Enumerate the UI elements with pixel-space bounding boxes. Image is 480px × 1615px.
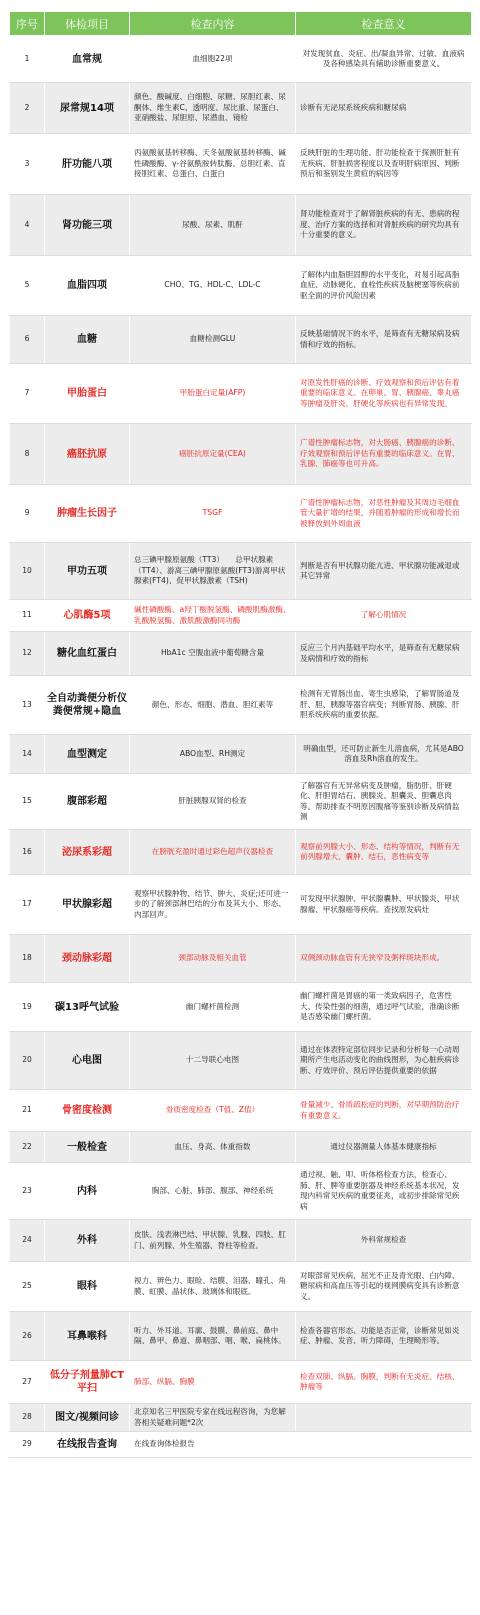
item-name: 糖化血红蛋白 — [45, 632, 130, 676]
item-content: 幽门螺杆菌检测 — [130, 983, 296, 1032]
table-row — [10, 935, 472, 983]
row-number: 27 — [10, 1361, 45, 1404]
item-content: 血压、身高、体重指数 — [130, 1132, 296, 1163]
item-meaning: 幽门螺杆菌是胃癌的第一类致病因子，危害性大、传染性强的细菌，通过呼气试验，准确诊断是否感染幽门螺杆菌。 — [296, 983, 472, 1032]
table-row — [10, 983, 472, 1032]
row-number: 17 — [10, 875, 45, 935]
item-meaning — [296, 1404, 472, 1432]
item-name: 外科 — [45, 1220, 130, 1262]
table-row — [10, 1132, 472, 1163]
row-number: 16 — [10, 830, 45, 875]
row-number: 2 — [10, 83, 45, 134]
item-meaning: 肾功能检查对于了解肾脏疾病的有无、患病的程度、治疗方案的选择和对肾脏疾病的研究均具有十分重要的意义。 — [296, 195, 472, 256]
item-content: 血糖检测GLU — [130, 316, 296, 364]
row-number: 24 — [10, 1220, 45, 1262]
table-row — [10, 1361, 472, 1404]
item-meaning: 了解体内血脂胆固醇的水平变化，对易引起高脂血症、动脉硬化、血栓性疾病及脑梗塞等疾病前驱全面的评价风险因素 — [296, 256, 472, 316]
row-number: 19 — [10, 983, 45, 1032]
table-row — [10, 424, 472, 485]
header-content: 检查内容 — [130, 12, 296, 36]
item-content: 丙氨酸氨基转移酶、天冬氨酸氨基转移酶、碱性磷酸酶、γ-谷氨酰胺转肽酶、总胆红素、直接胆红素、总蛋白、白蛋白 — [130, 134, 296, 195]
table-row — [10, 875, 472, 935]
item-name: 肾功能三项 — [45, 195, 130, 256]
item-content: 皮肤、浅表淋巴结、甲状腺、乳腺、四肢、肛门、前列腺、外生殖器、脊柱等检查。 — [130, 1220, 296, 1262]
item-name: 骨密度检测 — [45, 1090, 130, 1132]
item-content: 视力、辨色力、眼睑、结膜、泪器、瞳孔、角膜、虹膜、晶状体、玻璃体和眼底。 — [130, 1262, 296, 1312]
table-body — [10, 36, 472, 1458]
item-name: 心肌酶5项 — [45, 600, 130, 632]
item-meaning: 广谱性肿瘤标志物，对大肠癌、胰腺癌的诊断、疗效观察和预后评估有重要的临床意义。在胃、乳腺、肺癌等也可升高。 — [296, 424, 472, 485]
item-meaning: 诊断有无泌尿系统疾病和糖尿病 — [296, 83, 472, 134]
item-name: 肝功能八项 — [45, 134, 130, 195]
item-meaning: 反映基础情况下的水平，是筛查有无糖尿病及病情和疗效的指标。 — [296, 316, 472, 364]
item-name: 全自动粪便分析仪粪便常规+隐血 — [45, 676, 130, 735]
item-meaning: 对眼部常见疾病，屈光不正及青光眼、白内障、糖尿病和高血压等引起的视网膜病变具有诊断意义。 — [296, 1262, 472, 1312]
item-meaning: 通过仪器测量人体基本健康指标 — [296, 1132, 472, 1163]
item-meaning: 检查各器官形态、功能是否正常，诊断常见如炎症、肿瘤、发音、听力障碍，生理畸形等。 — [296, 1312, 472, 1361]
item-name: 耳鼻喉科 — [45, 1312, 130, 1361]
item-content: 血细胞22项 — [130, 36, 296, 83]
table-row — [10, 485, 472, 543]
item-content: 肝脏胰腺双肾的检查 — [130, 774, 296, 830]
table-row — [10, 1032, 472, 1090]
item-meaning: 明确血型，还可防止新生儿溶血病，尤其是ABO溶血及Rh溶血的发生。 — [296, 735, 472, 774]
table-row — [10, 830, 472, 875]
row-number: 28 — [10, 1404, 45, 1432]
item-content: 颜色、形态、细胞、潜血、胆红素等 — [130, 676, 296, 735]
item-meaning: 对发现贫血、炎症、出/凝血异常、过敏、血液病及各种感染具有辅助诊断重要意义。 — [296, 36, 472, 83]
row-number: 18 — [10, 935, 45, 983]
table-row — [10, 316, 472, 364]
item-content: 在线查询体检报告 — [130, 1432, 296, 1458]
item-name: 颈动脉彩超 — [45, 935, 130, 983]
item-name: 血常规 — [45, 36, 130, 83]
item-meaning: 了解心肌情况 — [296, 600, 472, 632]
row-number: 1 — [10, 36, 45, 83]
item-content: 肺部、纵膈、胸膜 — [130, 1361, 296, 1404]
item-meaning: 反映肝脏的生理功能、肝功能检查于探测肝脏有无疾病、肝脏损害程度以及查明肝病原因、判断预后和鉴别发生黄疸的病因等 — [296, 134, 472, 195]
table-row — [10, 1220, 472, 1262]
header-num: 序号 — [10, 12, 45, 36]
item-meaning: 判断是否有甲状腺功能亢进、甲状腺功能减退或其它异常 — [296, 543, 472, 600]
item-name: 在线报告查询 — [45, 1432, 130, 1458]
item-meaning: 广谱性肿瘤标志物，对恶性肿瘤及其周边毛细血管大量扩增的结果，并随着肿瘤的形成和增长而被释放到外周血液 — [296, 485, 472, 543]
table-row — [10, 256, 472, 316]
item-content: 癌胚抗原定量(CEA) — [130, 424, 296, 485]
header-item: 体检项目 — [45, 12, 130, 36]
item-name: 癌胚抗原 — [45, 424, 130, 485]
item-meaning: 通过视、触、叩、听体格检查方法，检查心、肺、肝、脾等重要脏器及神经系统基本状况，发现内科常见疾病的重要征兆，或初步排除常见疾病 — [296, 1163, 472, 1220]
item-meaning — [296, 1432, 472, 1458]
table-row — [10, 364, 472, 424]
table-row — [10, 83, 472, 134]
row-number: 12 — [10, 632, 45, 676]
item-content: HbA1c 空腹血液中葡萄糖含量 — [130, 632, 296, 676]
row-number: 29 — [10, 1432, 45, 1458]
item-meaning: 对原发性肝癌的诊断、疗效观察和预后评估有着重要的临床意义。在卵巢、胃、胰腺癌、睾丸癌等肿瘤及肝炎、肝硬化等疾病也有异常发现。 — [296, 364, 472, 424]
item-meaning: 双侧颈动脉血管有无狭窄及粥样斑块形成。 — [296, 935, 472, 983]
item-name: 血脂四项 — [45, 256, 130, 316]
item-content: 观察甲状腺肿物、结节、肿大、炎症;还可进一步的了解颈部淋巴结的分布及其大小、形态、内部回声。 — [130, 875, 296, 935]
item-name: 甲胎蛋白 — [45, 364, 130, 424]
item-name: 血型测定 — [45, 735, 130, 774]
row-number: 6 — [10, 316, 45, 364]
table-row — [10, 676, 472, 735]
item-content: 总三碘甲腺原氨酸（TT3） 总甲状腺素（TT4）、游离三碘甲腺原氨酸(FT3)游离甲状腺素(FT4)、促甲状腺激素（TSH) — [130, 543, 296, 600]
table-row — [10, 1262, 472, 1312]
row-number: 9 — [10, 485, 45, 543]
item-content: 听力、外耳道、耳廓、鼓膜、鼻前庭、鼻中隔、鼻甲、鼻道、鼻咽部、咽、喉、扁桃体。 — [130, 1312, 296, 1361]
row-number: 4 — [10, 195, 45, 256]
item-name: 肿瘤生长因子 — [45, 485, 130, 543]
item-name: 碳13呼气试验 — [45, 983, 130, 1032]
item-name: 甲功五项 — [45, 543, 130, 600]
table-row — [10, 543, 472, 600]
row-number: 11 — [10, 600, 45, 632]
item-meaning: 检查双肺、纵膈、胸膜，判断有无炎症、结核、肿瘤等 — [296, 1361, 472, 1404]
item-content: TSGF — [130, 485, 296, 543]
table-header — [10, 12, 472, 36]
item-content: 胸部、心脏、肺部、腹部、神经系统 — [130, 1163, 296, 1220]
item-meaning: 检测有无胃肠出血、寄生虫感染，了解胃肠道及肝、胆、胰腺等器官病变；判断胃肠、胰腺、肝胆系统疾病的重要依据。 — [296, 676, 472, 735]
item-name: 图文/视频问诊 — [45, 1404, 130, 1432]
item-content: 颜色、酸碱度、白细胞、尿糖、尿胆红素、尿酮体、维生素C、透明度、尿比重、尿蛋白、亚硝酸盐、尿胆原、尿潜血、镜检 — [130, 83, 296, 134]
item-content: 碱性磷酸酶、a羟丁酸脱氢酶、磷酸肌酶激酶、乳酸脱氢酶、激肌酸激酶同功酶 — [130, 600, 296, 632]
item-meaning: 可发现甲状腺肿、甲状腺囊肿、甲状腺炎、甲状腺瘤、甲状腺癌等疾病。查找原发病灶 — [296, 875, 472, 935]
row-number: 10 — [10, 543, 45, 600]
table-row — [10, 632, 472, 676]
checkup-table — [9, 11, 472, 1458]
table-row — [10, 195, 472, 256]
item-meaning: 外科常规检查 — [296, 1220, 472, 1262]
item-content: 十二导联心电图 — [130, 1032, 296, 1090]
item-name: 眼科 — [45, 1262, 130, 1312]
row-number: 26 — [10, 1312, 45, 1361]
item-content: CHO、TG、HDL-C、LDL-C — [130, 256, 296, 316]
item-name: 内科 — [45, 1163, 130, 1220]
table-row — [10, 1163, 472, 1220]
row-number: 7 — [10, 364, 45, 424]
item-content: 北京知名三甲医院专家在线远程咨询，为您解答相关疑难问题*2次 — [130, 1404, 296, 1432]
table-row — [10, 774, 472, 830]
row-number: 25 — [10, 1262, 45, 1312]
row-number: 22 — [10, 1132, 45, 1163]
item-name: 血糖 — [45, 316, 130, 364]
row-number: 15 — [10, 774, 45, 830]
row-number: 21 — [10, 1090, 45, 1132]
item-name: 甲状腺彩超 — [45, 875, 130, 935]
item-name: 心电图 — [45, 1032, 130, 1090]
item-content: 骨质密度检查（T值、Z值） — [130, 1090, 296, 1132]
table-row — [10, 134, 472, 195]
item-meaning: 观察前列腺大小、形态、结构等情况，判断有无前列腺增大、囊肿、结石，恶性病变等 — [296, 830, 472, 875]
table-row — [10, 1090, 472, 1132]
item-name: 泌尿系彩超 — [45, 830, 130, 875]
row-number: 23 — [10, 1163, 45, 1220]
item-name: 尿常规14项 — [45, 83, 130, 134]
item-meaning: 了解器官有无异常病变及肿瘤，脂肪肝、肝硬化、肝胆胃结石、胰腺炎、胆囊炎、胆囊息肉等。帮助排查不明原因腹痛等鉴别诊断及病情监测 — [296, 774, 472, 830]
table-row — [10, 600, 472, 632]
item-name: 低分子剂量肺CT平扫 — [45, 1361, 130, 1404]
row-number: 13 — [10, 676, 45, 735]
row-number: 20 — [10, 1032, 45, 1090]
item-name: 一般检查 — [45, 1132, 130, 1163]
table-row — [10, 1432, 472, 1458]
item-content: 颈部动脉及相关血管 — [130, 935, 296, 983]
table-row — [10, 1312, 472, 1361]
table-row — [10, 735, 472, 774]
item-content: ABO血型、RH测定 — [130, 735, 296, 774]
item-name: 腹部彩超 — [45, 774, 130, 830]
table-row — [10, 1404, 472, 1432]
item-meaning: 通过在体表特定部位同步记录和分析每一心动周期所产生电活动变化的曲线图形，为心脏疾病诊断、疗效评价、预后评估提供重要的依据 — [296, 1032, 472, 1090]
item-meaning: 骨量减少、骨质疏松症的判断，对早期预防治疗有重要意义。 — [296, 1090, 472, 1132]
item-meaning: 反应三个月内基础平均水平，是筛查有无糖尿病及病情和疗效的指标 — [296, 632, 472, 676]
table-row — [10, 36, 472, 83]
row-number: 5 — [10, 256, 45, 316]
header-meaning: 检查意义 — [296, 12, 472, 36]
item-content: 甲胎蛋白定量(AFP) — [130, 364, 296, 424]
item-content: 在膀胱充盈时通过彩色超声仪器检查 — [130, 830, 296, 875]
row-number: 3 — [10, 134, 45, 195]
item-content: 尿酸、尿素、肌酐 — [130, 195, 296, 256]
row-number: 8 — [10, 424, 45, 485]
row-number: 14 — [10, 735, 45, 774]
